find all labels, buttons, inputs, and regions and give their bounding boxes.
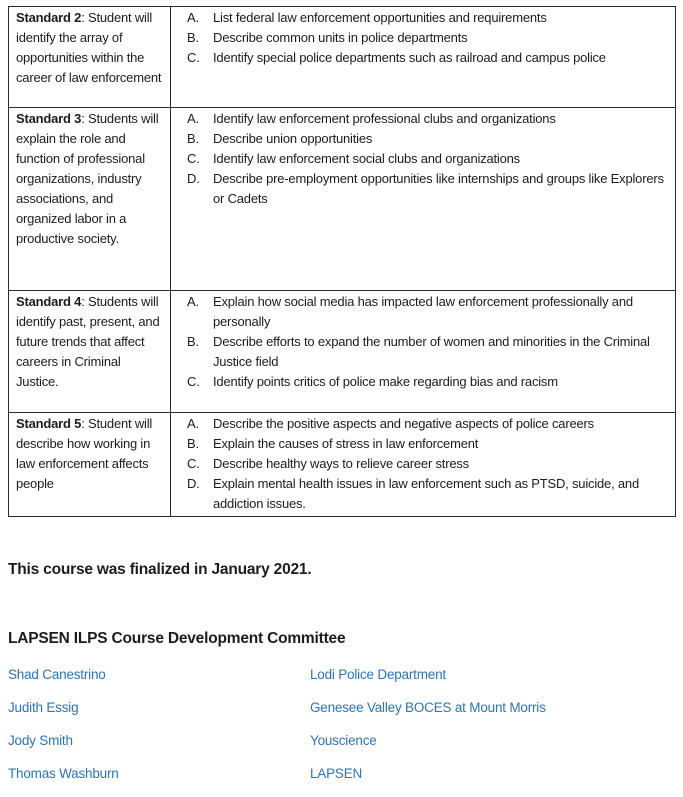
committee-member-row bbox=[8, 764, 683, 784]
objective-text: Identify special police departments such as railroad and campus police bbox=[213, 50, 606, 65]
objective-item bbox=[187, 372, 671, 392]
member-name: Thomas Washburn bbox=[8, 766, 119, 781]
objective-text: Explain mental health issues in law enforcement such as PTSD, suicide, and addiction issues. bbox=[213, 476, 639, 511]
objective-letter: B. bbox=[187, 131, 199, 146]
objective-letter: C. bbox=[187, 151, 200, 166]
standard-title-bold: Standard 2 bbox=[16, 10, 82, 25]
standard-title-cell bbox=[9, 291, 171, 413]
objective-text: Describe pre-employment opportunities like internships and groups like Explorers or Cadets bbox=[213, 171, 664, 206]
objective-letter: D. bbox=[187, 171, 200, 186]
objective-item bbox=[187, 8, 671, 28]
committee-member-row bbox=[8, 665, 683, 685]
objective-text: Describe the positive aspects and negative aspects of police careers bbox=[213, 416, 594, 431]
objective-text: List federal law enforcement opportunities and requirements bbox=[213, 10, 547, 25]
member-name: Shad Canestrino bbox=[8, 667, 106, 682]
objective-text: Explain how social media has impacted law enforcement professionally and personally bbox=[213, 294, 633, 329]
objective-item bbox=[187, 48, 671, 68]
objectives-cell bbox=[171, 291, 676, 413]
table-row-standard-4 bbox=[9, 291, 676, 413]
objective-text: Identify law enforcement professional clubs and organizations bbox=[213, 111, 556, 126]
objective-item bbox=[187, 332, 671, 372]
standard-title-rest: : Student will identify the array of opportunities within the career of law enforcement bbox=[16, 10, 162, 85]
member-name: Jody Smith bbox=[8, 733, 73, 748]
committee-member-row bbox=[8, 698, 683, 718]
table-row-standard-2 bbox=[9, 7, 676, 108]
standard-title-cell bbox=[9, 108, 171, 291]
objective-letter: B. bbox=[187, 30, 199, 45]
objective-item bbox=[187, 149, 671, 169]
standard-title-cell bbox=[9, 7, 171, 108]
objective-text: Describe union opportunities bbox=[213, 131, 373, 146]
objective-letter: C. bbox=[187, 456, 200, 471]
objective-letter: A. bbox=[187, 294, 199, 309]
committee-member-row bbox=[8, 731, 683, 751]
member-organization: LAPSEN bbox=[310, 766, 363, 781]
objectives-cell bbox=[171, 108, 676, 291]
objective-item bbox=[187, 434, 671, 454]
objective-item bbox=[187, 169, 671, 209]
objective-item bbox=[187, 28, 671, 48]
objective-item bbox=[187, 129, 671, 149]
objective-text: Describe healthy ways to relieve career stress bbox=[213, 456, 469, 471]
objective-letter: B. bbox=[187, 334, 199, 349]
standards-table bbox=[8, 6, 676, 517]
objective-item bbox=[187, 414, 671, 434]
objective-item bbox=[187, 292, 671, 332]
objective-text: Describe efforts to expand the number of women and minorities in the Criminal Justice field bbox=[213, 334, 650, 369]
objective-text: Explain the causes of stress in law enforcement bbox=[213, 436, 479, 451]
standard-title-bold: Standard 3 bbox=[16, 111, 82, 126]
objective-letter: B. bbox=[187, 436, 199, 451]
objective-item bbox=[187, 454, 671, 474]
objective-letter: C. bbox=[187, 374, 200, 389]
objective-item bbox=[187, 109, 671, 129]
finalized-note: This course was finalized in January 2021. bbox=[8, 561, 312, 578]
objective-letter: A. bbox=[187, 10, 199, 25]
objective-text: Identify points critics of police make regarding bias and racism bbox=[213, 374, 558, 389]
objective-letter: C. bbox=[187, 50, 200, 65]
table-row-standard-3 bbox=[9, 108, 676, 291]
objective-item bbox=[187, 474, 671, 514]
member-organization: Lodi Police Department bbox=[310, 667, 446, 682]
member-organization: Youscience bbox=[310, 733, 377, 748]
objectives-cell bbox=[171, 413, 676, 517]
table-row-standard-5 bbox=[9, 413, 676, 517]
objectives-cell bbox=[171, 7, 676, 108]
committee-list bbox=[8, 665, 683, 784]
objective-text: Describe common units in police departments bbox=[213, 30, 468, 45]
member-name: Judith Essig bbox=[8, 700, 79, 715]
objective-letter: D. bbox=[187, 476, 200, 491]
objective-letter: A. bbox=[187, 111, 199, 126]
objective-text: Identify law enforcement social clubs and organizations bbox=[213, 151, 520, 166]
standard-title-rest: : Students will identify past, present, and future trends that affect careers in Criminal Justice. bbox=[16, 294, 160, 389]
member-organization: Genesee Valley BOCES at Mount Morris bbox=[310, 700, 546, 715]
standard-title-bold: Standard 5 bbox=[16, 416, 82, 431]
standard-title-bold: Standard 4 bbox=[16, 294, 82, 309]
standard-title-rest: : Student will describe how working in law enforcement affects people bbox=[16, 416, 153, 491]
standard-title-cell bbox=[9, 413, 171, 517]
objective-letter: A. bbox=[187, 416, 199, 431]
committee-heading: LAPSEN ILPS Course Development Committee bbox=[8, 630, 346, 647]
standard-title-rest: : Students will explain the role and function of professional organizations, industry associations, and organized labor in a productive society. bbox=[16, 111, 159, 246]
